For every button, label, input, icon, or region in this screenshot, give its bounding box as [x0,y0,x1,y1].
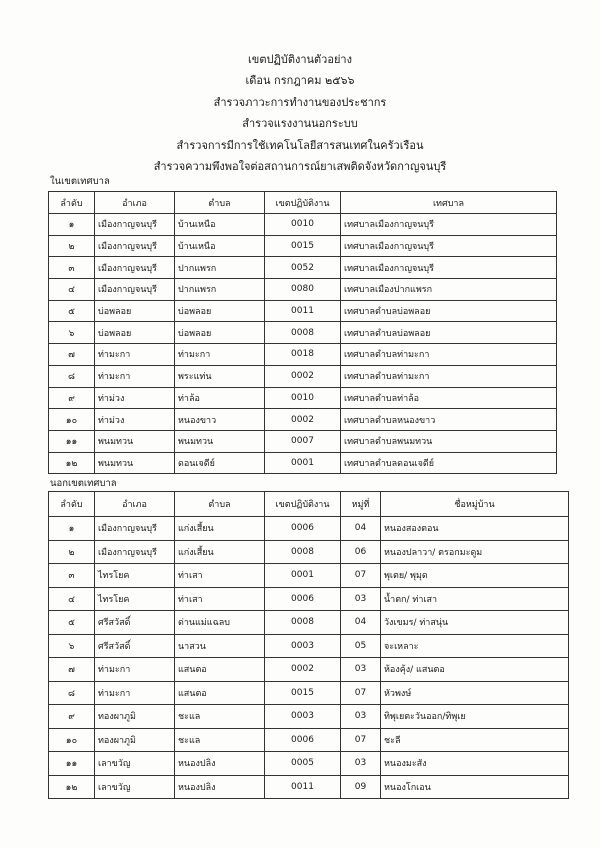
table-cell: 03 [341,752,381,776]
table-cell: ๑ [49,214,95,236]
heading-survey-1: สำรวจภาวะการทำงานของประชากร [213,95,387,109]
heading-title: เขตปฏิบัติงานตัวอย่าง [248,53,352,66]
table-cell: 0002 [265,658,341,682]
table-cell: ทิพุเยตะวันออก/ทิพุเย [381,705,569,729]
table-cell: ไทรโยค [95,564,175,588]
table-cell: 0052 [265,257,341,279]
table-cell: 03 [341,705,381,729]
table-cell: แสนตอ [175,658,265,682]
table-cell: พนมทวน [95,452,175,474]
table-cell: ๕ [49,300,95,322]
table-cell: ๑๐ [49,409,95,431]
table-cell: ชะแล [175,728,265,752]
table-cell: หนองโกเอน [381,775,569,799]
table-cell: ๖ [49,322,95,344]
table-cell: 0003 [265,705,341,729]
table-cell: บ่อพลอย [95,300,175,322]
table-row [49,387,557,409]
table-cell: ดอนเจดีย์ [175,452,265,474]
table-cell: ๑๒ [49,452,95,474]
table-cell: 0015 [265,235,341,257]
table-row [49,517,569,541]
table-cell: 0001 [265,564,341,588]
heading-survey-2: สำรวจแรงงานนอกระบบ [242,117,358,131]
table-cell: ศรีสวัสดิ์ [95,634,175,658]
table-row [49,658,569,682]
table-cell: ทองผาภูมิ [95,705,175,729]
table-cell: 0080 [265,279,341,301]
table-cell: หัวพงษ์ [381,681,569,705]
table-cell: 0001 [265,452,341,474]
table-cell: บ้านเหนือ [175,235,265,257]
table-cell: ๒ [49,235,95,257]
table-cell: ๘ [49,681,95,705]
header-row [49,192,557,214]
table-cell: 0011 [265,300,341,322]
table-cell: ท่าเสา [175,587,265,611]
table-cell: ชะลี [381,728,569,752]
table-cell: 0002 [265,365,341,387]
table-row [49,300,557,322]
table-cell: ๑ [49,517,95,541]
table-cell: ท่ามะกา [175,344,265,366]
column-header: อำเภอ [95,492,175,517]
column-header: ลำดับ [49,492,95,517]
table-row [49,365,557,387]
heading-month: เดือน กรกฎาคม ๒๕๖๖ [245,74,355,88]
table-cell: เทศบาลเมืองปากแพรก [341,279,557,301]
table-cell: บ่อพลอย [175,322,265,344]
table-row [49,587,569,611]
table-cell: เลาขวัญ [95,752,175,776]
heading-survey-4: สำรวจความพึงพอใจต่อสถานการณ์ยาเสพติดจังหวัดกาญจนบุรี [153,160,447,174]
table-cell: ๔ [49,587,95,611]
column-header: เขตปฏิบัติงาน [265,192,341,214]
table-cell: บ้านเหนือ [175,214,265,236]
table-cell: พนมทวน [175,430,265,452]
table-cell: ชะแล [175,705,265,729]
table-cell: 0015 [265,681,341,705]
table-cell: 0010 [265,387,341,409]
column-header: อำเภอ [95,192,175,214]
table-cell: หนองปลาวา/ ตรอกมะดูม [381,540,569,564]
table-cell: พระแท่น [175,365,265,387]
table-cell: หนองปลิง [175,752,265,776]
table-cell: ท่าเสา [175,564,265,588]
table-cell: เทศบาลตำบลบ่อพลอย [341,322,557,344]
table-cell: 0010 [265,214,341,236]
table-cell: แก่งเสี้ยน [175,517,265,541]
table-cell: ท่ามะกา [95,344,175,366]
table-row [49,257,557,279]
table-cell: ๗ [49,658,95,682]
table-cell: ศรีสวัสดิ์ [95,611,175,635]
table-row [49,540,569,564]
table-cell: นาสวน [175,634,265,658]
table-cell: 04 [341,611,381,635]
table-cell: ท่ามะกา [95,658,175,682]
table-cell: ท่าล้อ [175,387,265,409]
table-cell: ทองผาภูมิ [95,728,175,752]
table-cell: ท่าม่วง [95,387,175,409]
table-cell: หนองปลิง [175,775,265,799]
table-cell: 03 [341,658,381,682]
table-cell: ๔ [49,279,95,301]
table-cell: ๓ [49,564,95,588]
table-cell: ๙ [49,705,95,729]
table-cell: 03 [341,587,381,611]
table-cell: เทศบาลตำบลหนองขาว [341,409,557,431]
table-cell: 07 [341,728,381,752]
table-cell: 0005 [265,752,341,776]
table-cell: ๒ [49,540,95,564]
table-cell: ห้องคุ้ง/ แสนตอ [381,658,569,682]
table-row [49,705,569,729]
table-cell: 07 [341,681,381,705]
table-cell: เทศบาลตำบลท่าล้อ [341,387,557,409]
table-cell: 0008 [265,322,341,344]
table-cell: 0006 [265,728,341,752]
table-cell: หนองสองตอน [381,517,569,541]
table-cell: บ่อพลอย [175,300,265,322]
table-cell: 0008 [265,540,341,564]
column-header: ลำดับ [49,192,95,214]
table-cell: ๑๒ [49,775,95,799]
table-cell: 0007 [265,430,341,452]
table-cell: ปากแพรก [175,257,265,279]
table-cell: ๑๐ [49,728,95,752]
non-municipal-section-label: นอกเขตเทศบาล [50,478,117,489]
table-row [49,681,569,705]
column-header: เขตปฏิบัติงาน [265,492,341,517]
table-cell: เทศบาลตำบลพนมทวน [341,430,557,452]
column-header: หมู่ที่ [341,492,381,517]
table-row [49,322,557,344]
table-cell: น้ำตก/ ท่าเสา [381,587,569,611]
table-row [49,564,569,588]
table-cell: หนองขาว [175,409,265,431]
table-cell: บ่อพลอย [95,322,175,344]
table-cell: เมืองกาญจนบุรี [95,517,175,541]
table-cell: เทศบาลตำบลบ่อพลอย [341,300,557,322]
table-cell: เทศบาลเมืองกาญจนบุรี [341,235,557,257]
table-cell: ท่าม่วง [95,409,175,431]
table-cell: เมืองกาญจนบุรี [95,257,175,279]
municipal-table [48,191,557,474]
table-cell: ๕ [49,611,95,635]
table-cell: เทศบาลตำบลท่ามะกา [341,365,557,387]
table-cell: ด่านแม่แฉลบ [175,611,265,635]
table-cell: ๖ [49,634,95,658]
table-row [49,214,557,236]
table-cell: 0006 [265,587,341,611]
table-cell: 0006 [265,517,341,541]
table-row [49,235,557,257]
table-cell: ท่ามะกา [95,365,175,387]
table-cell: ๓ [49,257,95,279]
table-cell: ท่ามะกา [95,681,175,705]
table-cell: ๑๑ [49,430,95,452]
table-cell: 0018 [265,344,341,366]
table-cell: พนมทวน [95,430,175,452]
column-header: ตำบล [175,192,265,214]
table-row [49,279,557,301]
municipal-section-label: ในเขตเทศบาล [50,176,110,187]
table-cell: เลาขวัญ [95,775,175,799]
table-cell: เทศบาลตำบลดอนเจดีย์ [341,452,557,474]
table-cell: 04 [341,517,381,541]
table-cell: 0008 [265,611,341,635]
table-row [49,430,557,452]
column-header: เทศบาล [341,192,557,214]
table-cell: 0011 [265,775,341,799]
table-row [49,611,569,635]
table-row [49,728,569,752]
column-header: ชื่อหมู่บ้าน [381,492,569,517]
table-cell: เมืองกาญจนบุรี [95,214,175,236]
table-row [49,409,557,431]
non-municipal-table [48,491,569,799]
table-cell: หนองมะสัง [381,752,569,776]
table-cell: เทศบาลตำบลท่ามะกา [341,344,557,366]
table-cell: พุเตย/ พุมุด [381,564,569,588]
table-cell: แก่งเสี้ยน [175,540,265,564]
table-row [49,452,557,474]
table-cell: เมืองกาญจนบุรี [95,279,175,301]
table-cell: ๙ [49,387,95,409]
table-cell: 06 [341,540,381,564]
table-row [49,634,569,658]
header-row [49,492,569,517]
table-cell: ๗ [49,344,95,366]
table-cell: ๘ [49,365,95,387]
table-cell: เมืองกาญจนบุรี [95,235,175,257]
column-header: ตำบล [175,492,265,517]
table-row [49,752,569,776]
table-cell: 05 [341,634,381,658]
table-cell: 0002 [265,409,341,431]
table-cell: เทศบาลเมืองกาญจนบุรี [341,214,557,236]
table-cell: เมืองกาญจนบุรี [95,540,175,564]
table-cell: วังเขมร/ ท่าสนุ่น [381,611,569,635]
table-row [49,344,557,366]
table-cell: เทศบาลเมืองกาญจนบุรี [341,257,557,279]
table-cell: จะเหลาะ [381,634,569,658]
table-cell: 07 [341,564,381,588]
table-cell: 0003 [265,634,341,658]
table-cell: แสนตอ [175,681,265,705]
table-cell: ๑๑ [49,752,95,776]
table-cell: ไทรโยค [95,587,175,611]
table-cell: ปากแพรก [175,279,265,301]
table-cell: 09 [341,775,381,799]
table-row [49,775,569,799]
document-header [0,49,600,177]
heading-survey-3: สำรวจการมีการใช้เทคโนโลยีสารสนเทศในครัวเรือน [176,138,424,152]
